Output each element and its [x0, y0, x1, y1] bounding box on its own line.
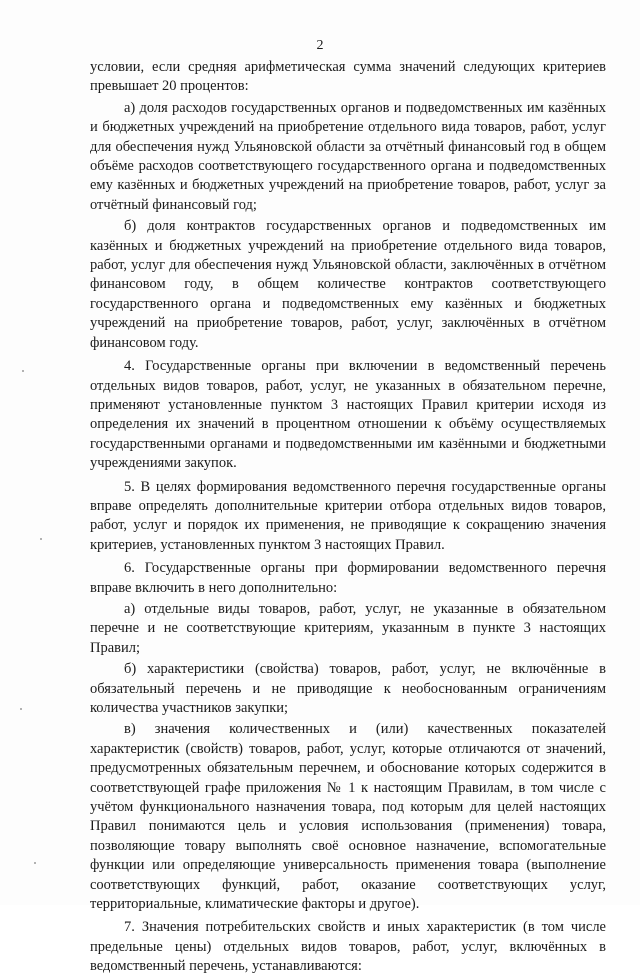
paragraph-section-4: 4. Государственные органы при включении в ведомственный перечень отдельных видов товаров, работ, услуг, не указанных в обязательном перечне, применяют установленные пунктом 3 настоящих Правил критерии исходя из определения их значений в процентном отношении к объёму осуществляемых государственными органами и подведомственными им казёнными и бюджетными учреждениями закупок.	[90, 358, 606, 472]
paragraph-section-5: 5. В целях формирования ведомственного перечня государственные органы вправе определять дополнительные критерии отбора отдельных видов товаров, работ, услуг и порядок их применения, не приводящие к сокращению значения критериев, установленных пунктом 3 настоящих Правил.	[90, 478, 606, 553]
page-number: 2	[316, 38, 324, 53]
scan-speck	[40, 538, 42, 540]
scan-speck	[34, 862, 36, 864]
paragraph-section-6: 6. Государственные органы при формировании ведомственного перечня вправе включить в него дополнительно:	[90, 560, 606, 596]
paragraph-section-7: 7. Значения потребительских свойств и иных характеристик (в том числе предельные цены) отдельных видов товаров, работ, услуг, включённых в ведомственный перечень, устанавливаются:	[90, 919, 606, 975]
paragraph-section-6-item-a: а) отдельные виды товаров, работ, услуг, не указанные в обязательном перечне и не соответствующие критериям, указанным в пункте 3 настоящих Правил;	[90, 600, 606, 656]
paragraph-section-6-item-c: в) значения количественных и (или) качественных показателей характеристик (свойств) товаров, работ, услуг, которые отличаются от значений, предусмотренных обязательным перечнем, и обоснование которых содержится в соответствующей графе приложения № 1 к настоящим Правилам, в том числе с учётом функционального назначения товара, под которым для целей настоящих Правил понимаются цель и условия использования (применения) товара, позволяющие товару выполнять своё основное назначение, вспомогательные функции или определяющие универсальность применения товара (выполнение соответствующих функций, работ, оказание соответствующих услуг, территориальные, климатические факторы и другое).	[90, 721, 606, 913]
paragraph-section-6-item-b: б) характеристики (свойства) товаров, работ, услуг, не включённые в обязательный перечень и не приводящие к необоснованным ограничениям количества участников закупки;	[90, 661, 606, 716]
paragraph-continuation: условии, если средняя арифметическая сумма значений следующих критериев превышает 20 процентов:	[90, 59, 606, 95]
document-body	[90, 58, 606, 979]
scan-speck	[22, 370, 24, 372]
scan-speck	[20, 708, 22, 710]
paragraph-item-a: а) доля расходов государственных органов и подведомственных им казённых и бюджетных учреждений на приобретение отдельного вида товаров, работ, услуг для обеспечения нужд Ульяновской области за отчётный финансовый год в общем объёме расходов соответствующего государственного органа и подведомственных ему казённых и бюджетных учреждений на приобретение товаров, работ, услуг за отчётный финансовый год;	[90, 99, 606, 213]
paragraph-item-b: б) доля контрактов государственных органов и подведомственных им казённых и бюджетных учреждений на приобретение отдельного вида товаров, работ, услуг для обеспечения нужд Ульяновской области, заключённых в отчётном финансовом году, в общем количестве контрактов соответствующего государственного органа и подведомственных ему казённых и бюджетных учреждений на приобретение товаров, работ, услуг, заключённых в отчётном финансовом году.	[90, 218, 606, 351]
